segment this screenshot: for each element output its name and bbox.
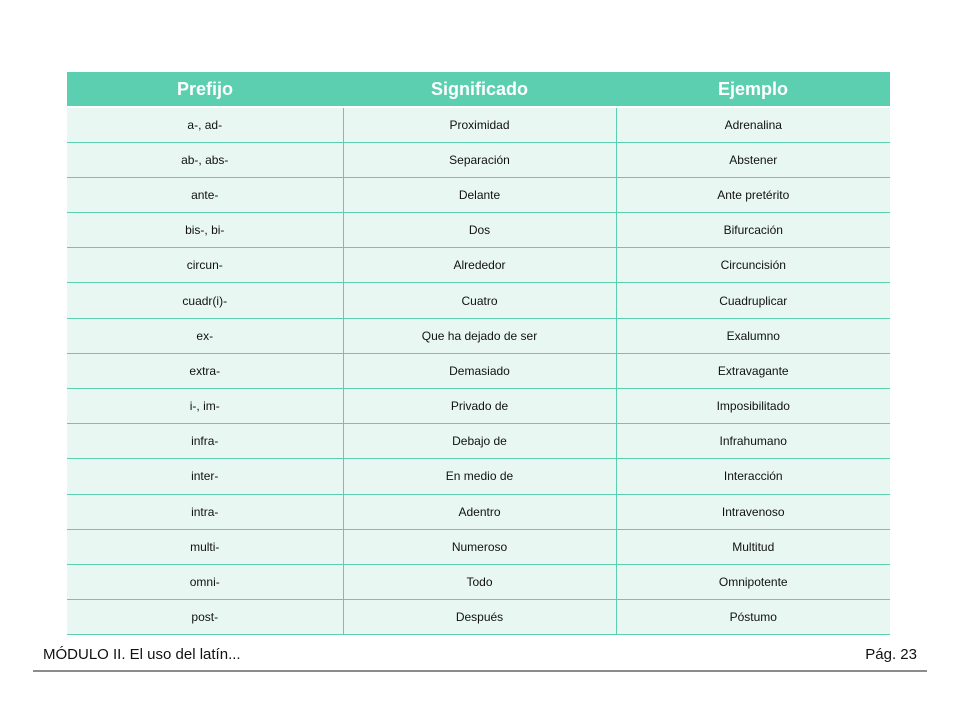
- cell-ejemplo: Exalumno: [616, 318, 890, 353]
- cell-significado: Separación: [343, 142, 616, 177]
- cell-ejemplo: Omnipotente: [616, 564, 890, 599]
- cell-prefijo: infra-: [67, 424, 343, 459]
- table-row: [67, 318, 890, 353]
- cell-significado: Dos: [343, 213, 616, 248]
- cell-significado: Todo: [343, 564, 616, 599]
- cell-ejemplo: Extravagante: [616, 353, 890, 388]
- cell-ejemplo: Adrenalina: [616, 107, 890, 142]
- cell-prefijo: intra-: [67, 494, 343, 529]
- table-row: [67, 424, 890, 459]
- footer-page-number: Pág. 23: [865, 646, 917, 663]
- header-ejemplo: Ejemplo: [616, 72, 890, 107]
- cell-ejemplo: Bifurcación: [616, 213, 890, 248]
- cell-prefijo: cuadr(i)-: [67, 283, 343, 318]
- cell-ejemplo: Interacción: [616, 459, 890, 494]
- cell-prefijo: ex-: [67, 318, 343, 353]
- header-row: [67, 72, 890, 107]
- cell-significado: Debajo de: [343, 424, 616, 459]
- cell-ejemplo: Circuncisión: [616, 248, 890, 283]
- table-row: [67, 177, 890, 212]
- table-row: [67, 564, 890, 599]
- cell-prefijo: post-: [67, 600, 343, 635]
- table-row: [67, 600, 890, 635]
- cell-significado: Delante: [343, 177, 616, 212]
- table-row: [67, 107, 890, 142]
- footer-divider: [33, 670, 927, 672]
- table-row: [67, 529, 890, 564]
- header-significado: Significado: [343, 72, 616, 107]
- cell-significado: Cuatro: [343, 283, 616, 318]
- cell-significado: Demasiado: [343, 353, 616, 388]
- cell-significado: Proximidad: [343, 107, 616, 142]
- cell-significado: Adentro: [343, 494, 616, 529]
- cell-prefijo: circun-: [67, 248, 343, 283]
- cell-ejemplo: Imposibilitado: [616, 389, 890, 424]
- table-row: [67, 353, 890, 388]
- cell-ejemplo: Abstener: [616, 142, 890, 177]
- header-prefijo: Prefijo: [67, 72, 343, 107]
- cell-significado: En medio de: [343, 459, 616, 494]
- cell-prefijo: bis-, bi-: [67, 213, 343, 248]
- table-row: [67, 213, 890, 248]
- cell-ejemplo: Infrahumano: [616, 424, 890, 459]
- table-row: [67, 494, 890, 529]
- cell-prefijo: ante-: [67, 177, 343, 212]
- cell-ejemplo: Intravenoso: [616, 494, 890, 529]
- table-row: [67, 283, 890, 318]
- prefix-table-container: [67, 72, 890, 635]
- footer-module-title: MÓDULO II. El uso del latín...: [43, 646, 241, 663]
- cell-ejemplo: Póstumo: [616, 600, 890, 635]
- cell-prefijo: i-, im-: [67, 389, 343, 424]
- prefix-table: [67, 72, 890, 635]
- cell-prefijo: extra-: [67, 353, 343, 388]
- cell-prefijo: multi-: [67, 529, 343, 564]
- table-body: [67, 107, 890, 635]
- cell-prefijo: inter-: [67, 459, 343, 494]
- cell-significado: Después: [343, 600, 616, 635]
- table-row: [67, 248, 890, 283]
- table-header: [67, 72, 890, 107]
- cell-prefijo: ab-, abs-: [67, 142, 343, 177]
- table-row: [67, 459, 890, 494]
- cell-significado: Alrededor: [343, 248, 616, 283]
- cell-prefijo: omni-: [67, 564, 343, 599]
- cell-significado: Que ha dejado de ser: [343, 318, 616, 353]
- table-row: [67, 142, 890, 177]
- cell-significado: Privado de: [343, 389, 616, 424]
- cell-ejemplo: Cuadruplicar: [616, 283, 890, 318]
- cell-prefijo: a-, ad-: [67, 107, 343, 142]
- cell-significado: Numeroso: [343, 529, 616, 564]
- cell-ejemplo: Ante pretérito: [616, 177, 890, 212]
- cell-ejemplo: Multitud: [616, 529, 890, 564]
- table-row: [67, 389, 890, 424]
